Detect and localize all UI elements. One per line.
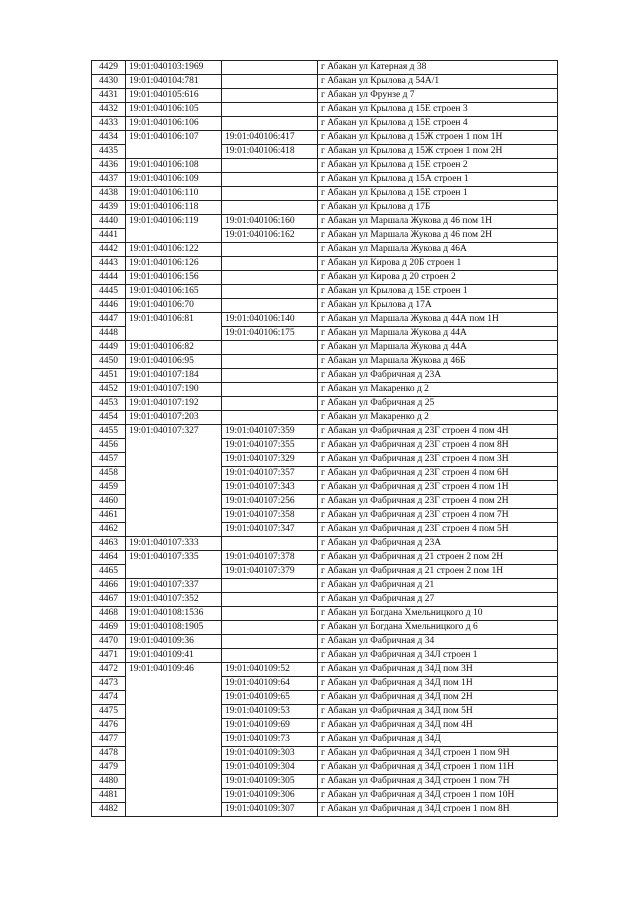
- table-row: [92, 593, 558, 607]
- cadastral-number: 19:01:040109:36: [126, 635, 222, 649]
- address: г Абакан ул Фабричная д 34Д: [318, 733, 558, 747]
- table-row: [92, 579, 558, 593]
- cadastral-number: 19:01:040107:352: [126, 593, 222, 607]
- cadastral-number: 19:01:040106:81: [126, 313, 222, 341]
- row-number: 4480: [92, 775, 126, 789]
- cadastral-number: 19:01:040107:184: [126, 369, 222, 383]
- table-row: [92, 621, 558, 635]
- row-number: 4472: [92, 663, 126, 677]
- row-number: 4465: [92, 565, 126, 579]
- table-row: [92, 117, 558, 131]
- cadastral-number: 19:01:040108:1536: [126, 607, 222, 621]
- table-row: [92, 551, 558, 565]
- row-number: 4434: [92, 131, 126, 145]
- sub-cadastral-number: 19:01:040109:73: [222, 733, 318, 747]
- table-row: [92, 215, 558, 229]
- sub-cadastral-number: 19:01:040109:304: [222, 761, 318, 775]
- sub-cadastral-number: [222, 89, 318, 103]
- sub-cadastral-number: 19:01:040107:256: [222, 495, 318, 509]
- sub-cadastral-number: [222, 621, 318, 635]
- address: г Абакан ул Фабричная д 23А: [318, 537, 558, 551]
- row-number: 4479: [92, 761, 126, 775]
- row-number: 4464: [92, 551, 126, 565]
- address: г Абакан ул Фабричная д 34Д пом 4Н: [318, 719, 558, 733]
- table-row: [92, 397, 558, 411]
- sub-cadastral-number: 19:01:040107:355: [222, 439, 318, 453]
- cadastral-number: 19:01:040106:70: [126, 299, 222, 313]
- address: г Абакан ул Фабричная д 23Г строен 4 пом 1Н: [318, 481, 558, 495]
- address: г Абакан ул Крылова д 17А: [318, 299, 558, 313]
- row-number: 4454: [92, 411, 126, 425]
- address: г Абакан ул Фабричная д 34Д строен 1 пом 10Н: [318, 789, 558, 803]
- table-row: [92, 649, 558, 663]
- address: г Абакан ул Фабричная д 21 строен 2 пом 1Н: [318, 565, 558, 579]
- sub-cadastral-number: 19:01:040107:329: [222, 453, 318, 467]
- sub-cadastral-number: 19:01:040109:306: [222, 789, 318, 803]
- row-number: 4475: [92, 705, 126, 719]
- address: г Абакан ул Фабричная д 34Д строен 1 пом 7Н: [318, 775, 558, 789]
- sub-cadastral-number: 19:01:040107:347: [222, 523, 318, 537]
- sub-cadastral-number: [222, 369, 318, 383]
- address: г Абакан ул Фабричная д 21 строен 2 пом 2Н: [318, 551, 558, 565]
- table-row: [92, 187, 558, 201]
- sub-cadastral-number: [222, 243, 318, 257]
- cadastral-number: 19:01:040107:333: [126, 537, 222, 551]
- row-number: 4433: [92, 117, 126, 131]
- sub-cadastral-number: 19:01:040107:358: [222, 509, 318, 523]
- sub-cadastral-number: 19:01:040106:140: [222, 313, 318, 327]
- address: г Абакан ул Маршала Жукова д 46А: [318, 243, 558, 257]
- address: г Абакан ул Фабричная д 23А: [318, 369, 558, 383]
- cadastral-number: 19:01:040106:165: [126, 285, 222, 299]
- row-number: 4431: [92, 89, 126, 103]
- cadastral-number: 19:01:040107:337: [126, 579, 222, 593]
- address: г Абакан ул Фабричная д 34Л строен 1: [318, 649, 558, 663]
- sub-cadastral-number: [222, 397, 318, 411]
- address: г Абакан ул Фабричная д 23Г строен 4 пом 8Н: [318, 439, 558, 453]
- row-number: 4429: [92, 61, 126, 75]
- address: г Абакан ул Фабричная д 34: [318, 635, 558, 649]
- sub-cadastral-number: [222, 271, 318, 285]
- cadastral-number: 19:01:040108:1905: [126, 621, 222, 635]
- row-number: 4441: [92, 229, 126, 243]
- row-number: 4471: [92, 649, 126, 663]
- row-number: 4448: [92, 327, 126, 341]
- address: г Абакан ул Крылова д 15Е строен 2: [318, 159, 558, 173]
- address: г Абакан ул Фабричная д 23Г строен 4 пом 3Н: [318, 453, 558, 467]
- address: г Абакан ул Маршала Жукова д 44А: [318, 327, 558, 341]
- row-number: 4459: [92, 481, 126, 495]
- sub-cadastral-number: [222, 257, 318, 271]
- address: г Абакан ул Фабричная д 23Г строен 4 пом 4Н: [318, 425, 558, 439]
- address: г Абакан ул Фабричная д 25: [318, 397, 558, 411]
- row-number: 4437: [92, 173, 126, 187]
- row-number: 4444: [92, 271, 126, 285]
- sub-cadastral-number: [222, 607, 318, 621]
- table-row: [92, 355, 558, 369]
- cadastral-number: 19:01:040106:108: [126, 159, 222, 173]
- address: г Абакан ул Катерная д 38: [318, 61, 558, 75]
- address: г Абакан ул Фабричная д 23Г строен 4 пом 5Н: [318, 523, 558, 537]
- sub-cadastral-number: 19:01:040106:160: [222, 215, 318, 229]
- row-number: 4452: [92, 383, 126, 397]
- sub-cadastral-number: [222, 355, 318, 369]
- row-number: 4445: [92, 285, 126, 299]
- sub-cadastral-number: [222, 537, 318, 551]
- address: г Абакан ул Маршала Жукова д 44А пом 1Н: [318, 313, 558, 327]
- row-number: 4477: [92, 733, 126, 747]
- sub-cadastral-number: 19:01:040106:162: [222, 229, 318, 243]
- cadastral-number: 19:01:040106:95: [126, 355, 222, 369]
- row-number: 4476: [92, 719, 126, 733]
- table-row: [92, 411, 558, 425]
- cadastral-number: 19:01:040107:327: [126, 425, 222, 537]
- address: г Абакан ул Крылова д 15Ж строен 1 пом 2Н: [318, 145, 558, 159]
- address: г Абакан ул Маршала Жукова д 46Б: [318, 355, 558, 369]
- row-number: 4446: [92, 299, 126, 313]
- address: г Абакан ул Фабричная д 23Г строен 4 пом 7Н: [318, 509, 558, 523]
- table-row: [92, 243, 558, 257]
- table-row: [92, 285, 558, 299]
- row-number: 4451: [92, 369, 126, 383]
- row-number: 4478: [92, 747, 126, 761]
- row-number: 4450: [92, 355, 126, 369]
- address: г Абакан ул Фрунзе д 7: [318, 89, 558, 103]
- row-number: 4481: [92, 789, 126, 803]
- address: г Абакан ул Маршала Жукова д 46 пом 1Н: [318, 215, 558, 229]
- sub-cadastral-number: 19:01:040109:52: [222, 663, 318, 677]
- address: г Абакан ул Крылова д 54А/1: [318, 75, 558, 89]
- table-row: [92, 663, 558, 677]
- row-number: 4463: [92, 537, 126, 551]
- cadastral-number: 19:01:040109:46: [126, 663, 222, 817]
- table-row: [92, 537, 558, 551]
- sub-cadastral-number: [222, 593, 318, 607]
- cadastral-number: 19:01:040106:110: [126, 187, 222, 201]
- row-number: 4460: [92, 495, 126, 509]
- address: г Абакан ул Богдана Хмельницкого д 6: [318, 621, 558, 635]
- sub-cadastral-number: [222, 201, 318, 215]
- address: г Абакан ул Фабричная д 34Д пом 1Н: [318, 677, 558, 691]
- row-number: 4474: [92, 691, 126, 705]
- cadastral-number: 19:01:040106:105: [126, 103, 222, 117]
- row-number: 4456: [92, 439, 126, 453]
- table-row: [92, 313, 558, 327]
- row-number: 4469: [92, 621, 126, 635]
- row-number: 4439: [92, 201, 126, 215]
- address: г Абакан ул Макаренко д 2: [318, 383, 558, 397]
- address: г Абакан ул Крылова д 15Е строен 4: [318, 117, 558, 131]
- row-number: 4432: [92, 103, 126, 117]
- address: г Абакан ул Фабричная д 34Д строен 1 пом 11Н: [318, 761, 558, 775]
- sub-cadastral-number: 19:01:040109:307: [222, 803, 318, 817]
- cadastral-number: 19:01:040106:109: [126, 173, 222, 187]
- sub-cadastral-number: [222, 411, 318, 425]
- sub-cadastral-number: [222, 285, 318, 299]
- sub-cadastral-number: [222, 173, 318, 187]
- table-row: [92, 61, 558, 75]
- row-number: 4435: [92, 145, 126, 159]
- table-row: [92, 201, 558, 215]
- sub-cadastral-number: 19:01:040109:305: [222, 775, 318, 789]
- sub-cadastral-number: 19:01:040109:69: [222, 719, 318, 733]
- address: г Абакан ул Фабричная д 34Д строен 1 пом 9Н: [318, 747, 558, 761]
- cadastral-number: 19:01:040106:107: [126, 131, 222, 159]
- address: г Абакан ул Богдана Хмельницкого д 10: [318, 607, 558, 621]
- table-row: [92, 299, 558, 313]
- cadastral-number: 19:01:040106:119: [126, 215, 222, 243]
- table-row: [92, 159, 558, 173]
- row-number: 4430: [92, 75, 126, 89]
- address: г Абакан ул Макаренко д 2: [318, 411, 558, 425]
- table-row: [92, 257, 558, 271]
- row-number: 4438: [92, 187, 126, 201]
- cadastral-number: 19:01:040107:190: [126, 383, 222, 397]
- cadastral-number: 19:01:040107:335: [126, 551, 222, 579]
- cadastral-number: 19:01:040106:126: [126, 257, 222, 271]
- cadastral-number: 19:01:040106:122: [126, 243, 222, 257]
- address: г Абакан ул Крылова д 15Е строен 1: [318, 187, 558, 201]
- table-row: [92, 607, 558, 621]
- sub-cadastral-number: 19:01:040106:175: [222, 327, 318, 341]
- table-row: [92, 131, 558, 145]
- row-number: 4449: [92, 341, 126, 355]
- row-number: 4482: [92, 803, 126, 817]
- address: г Абакан ул Фабричная д 23Г строен 4 пом 2Н: [318, 495, 558, 509]
- row-number: 4440: [92, 215, 126, 229]
- address: г Абакан ул Крылова д 15А строен 1: [318, 173, 558, 187]
- row-number: 4442: [92, 243, 126, 257]
- table-row: [92, 271, 558, 285]
- sub-cadastral-number: [222, 159, 318, 173]
- sub-cadastral-number: 19:01:040107:359: [222, 425, 318, 439]
- address: г Абакан ул Фабричная д 27: [318, 593, 558, 607]
- row-number: 4458: [92, 467, 126, 481]
- table-row: [92, 383, 558, 397]
- sub-cadastral-number: [222, 103, 318, 117]
- sub-cadastral-number: [222, 649, 318, 663]
- cadastral-number: 19:01:040106:118: [126, 201, 222, 215]
- address: г Абакан ул Кирова д 20 строен 2: [318, 271, 558, 285]
- sub-cadastral-number: 19:01:040109:53: [222, 705, 318, 719]
- address: г Абакан ул Крылова д 15Е строен 3: [318, 103, 558, 117]
- address: г Абакан ул Кирова д 20Б строен 1: [318, 257, 558, 271]
- cadastral-number: 19:01:040109:41: [126, 649, 222, 663]
- sub-cadastral-number: 19:01:040107:343: [222, 481, 318, 495]
- row-number: 4436: [92, 159, 126, 173]
- table-row: [92, 103, 558, 117]
- row-number: 4447: [92, 313, 126, 327]
- row-number: 4470: [92, 635, 126, 649]
- cadastral-number: 19:01:040103:1969: [126, 61, 222, 75]
- row-number: 4453: [92, 397, 126, 411]
- address: г Абакан ул Крылова д 17Б: [318, 201, 558, 215]
- address: г Абакан ул Крылова д 15Ж строен 1 пом 1Н: [318, 131, 558, 145]
- sub-cadastral-number: 19:01:040107:357: [222, 467, 318, 481]
- address: г Абакан ул Фабричная д 34Д пом 3Н: [318, 663, 558, 677]
- sub-cadastral-number: [222, 117, 318, 131]
- cadastral-number: 19:01:040106:82: [126, 341, 222, 355]
- sub-cadastral-number: [222, 341, 318, 355]
- cadastral-number: 19:01:040104:781: [126, 75, 222, 89]
- row-number: 4468: [92, 607, 126, 621]
- table-row: [92, 369, 558, 383]
- table-row: [92, 89, 558, 103]
- row-number: 4473: [92, 677, 126, 691]
- sub-cadastral-number: 19:01:040107:379: [222, 565, 318, 579]
- address: г Абакан ул Фабричная д 34Д пом 2Н: [318, 691, 558, 705]
- table-row: [92, 173, 558, 187]
- sub-cadastral-number: 19:01:040107:378: [222, 551, 318, 565]
- address: г Абакан ул Маршала Жукова д 46 пом 2Н: [318, 229, 558, 243]
- row-number: 4455: [92, 425, 126, 439]
- sub-cadastral-number: 19:01:040109:65: [222, 691, 318, 705]
- sub-cadastral-number: [222, 75, 318, 89]
- address: г Абакан ул Крылова д 15Е строен 1: [318, 285, 558, 299]
- table-body: [92, 61, 558, 817]
- row-number: 4457: [92, 453, 126, 467]
- row-number: 4443: [92, 257, 126, 271]
- cadastral-number: 19:01:040105:616: [126, 89, 222, 103]
- sub-cadastral-number: [222, 61, 318, 75]
- sub-cadastral-number: 19:01:040109:64: [222, 677, 318, 691]
- row-number: 4466: [92, 579, 126, 593]
- row-number: 4467: [92, 593, 126, 607]
- sub-cadastral-number: 19:01:040106:417: [222, 131, 318, 145]
- cadastral-number: 19:01:040106:156: [126, 271, 222, 285]
- address: г Абакан ул Фабричная д 23Г строен 4 пом 6Н: [318, 467, 558, 481]
- table-row: [92, 341, 558, 355]
- sub-cadastral-number: [222, 579, 318, 593]
- sub-cadastral-number: 19:01:040109:303: [222, 747, 318, 761]
- sub-cadastral-number: [222, 383, 318, 397]
- sub-cadastral-number: 19:01:040106:418: [222, 145, 318, 159]
- cadastral-number: 19:01:040107:203: [126, 411, 222, 425]
- cadastral-number: 19:01:040106:106: [126, 117, 222, 131]
- table-row: [92, 425, 558, 439]
- cadastral-number: 19:01:040107:192: [126, 397, 222, 411]
- address: г Абакан ул Фабричная д 34Д строен 1 пом 8Н: [318, 803, 558, 817]
- address: г Абакан ул Фабричная д 34Д пом 5Н: [318, 705, 558, 719]
- address: г Абакан ул Маршала Жукова д 44А: [318, 341, 558, 355]
- sub-cadastral-number: [222, 187, 318, 201]
- row-number: 4461: [92, 509, 126, 523]
- sub-cadastral-number: [222, 635, 318, 649]
- table-row: [92, 75, 558, 89]
- sub-cadastral-number: [222, 299, 318, 313]
- row-number: 4462: [92, 523, 126, 537]
- address: г Абакан ул Фабричная д 21: [318, 579, 558, 593]
- table-row: [92, 635, 558, 649]
- cadastral-table: [91, 60, 558, 817]
